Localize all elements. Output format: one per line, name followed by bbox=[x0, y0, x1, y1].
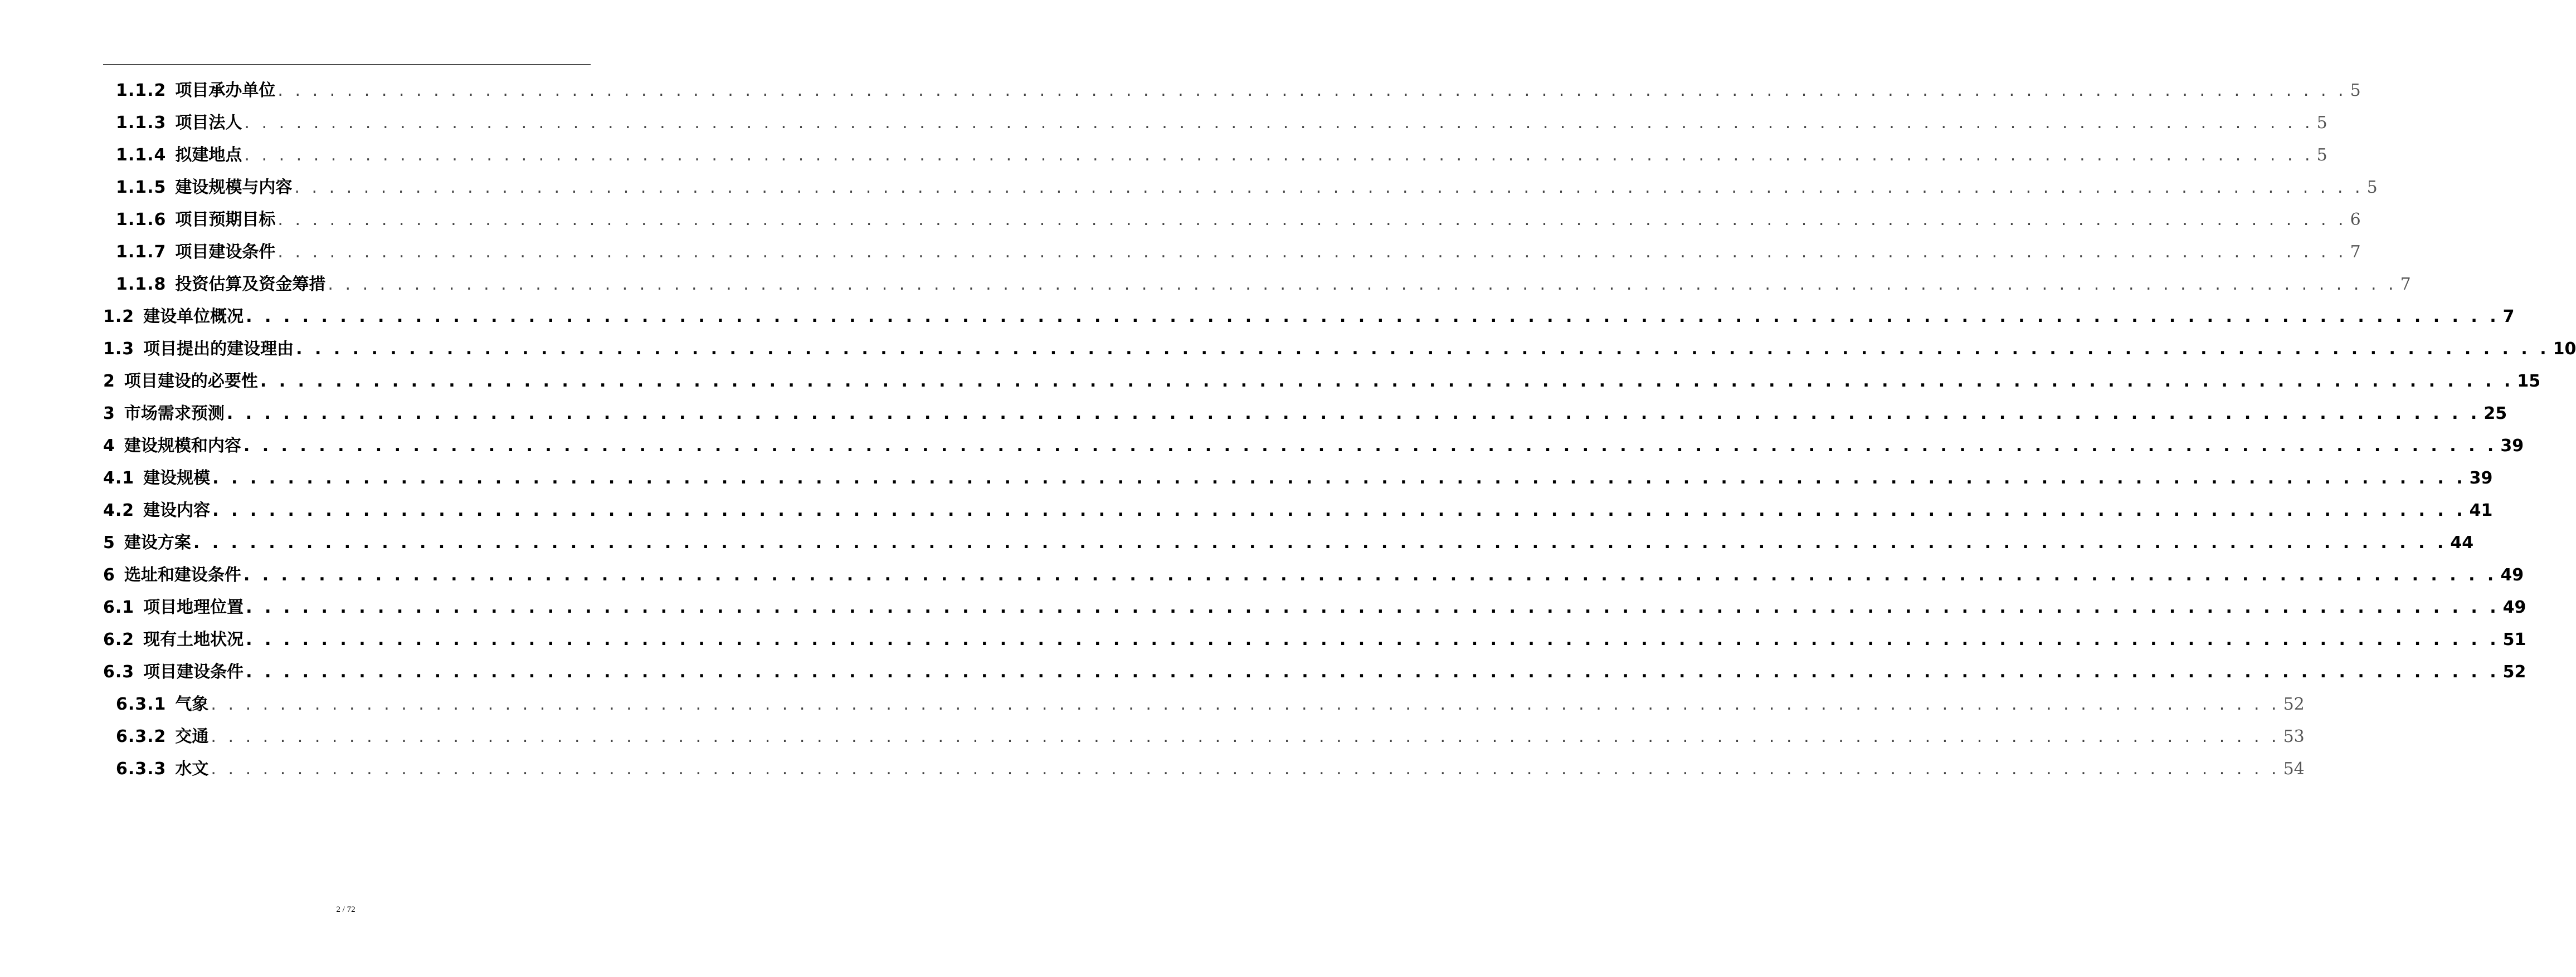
toc-entry-title: 市场需求预测 bbox=[124, 404, 225, 423]
toc-entry-page-number: 7 bbox=[2350, 242, 2361, 262]
toc-entry-title: 投资估算及资金筹措 bbox=[175, 275, 326, 294]
toc-entry[interactable] bbox=[103, 337, 2576, 362]
toc-entry-number: 6.3 bbox=[103, 662, 135, 682]
toc-dot-leader: . . . . . . . . . . . . . . . . . . . . . . . . . . . . . . . . . . . . . . . . . . . . . . . . . . . . . . . . . . . . . . . . . . . . . . . . . . . . . . . . . . . . . . . . . . . . . . . . . . . . . . . . . . . . . . . . . . . . . . . . bbox=[243, 436, 2497, 456]
toc-entry-page-number: 52 bbox=[2283, 695, 2305, 714]
toc-dot-leader: . . . . . . . . . . . . . . . . . . . . . . . . . . . . . . . . . . . . . . . . . . . . . . . . . . . . . . . . . . . . . . . . . . . . . . . . . . . . . . . . . . . . . . . . . . . . . . . . . . . . . . . . . . . . . . . . . . . . . . . . bbox=[193, 533, 2447, 553]
toc-entry-title: 建设单位概况 bbox=[143, 307, 244, 326]
toc-entry[interactable] bbox=[116, 725, 2305, 749]
header-rule bbox=[103, 64, 591, 65]
toc-entry-number: 1.3 bbox=[103, 339, 135, 359]
toc-dot-leader: . . . . . . . . . . . . . . . . . . . . . . . . . . . . . . . . . . . . . . . . . . . . . . . . . . . . . . . . . . . . . . . . . . . . . . . . . . . . . . . . . . . . . . . . . . . . . . . . . . . . . . . . . . . . . . . . . . . . . . . . bbox=[277, 210, 2347, 229]
toc-dot-leader: . . . . . . . . . . . . . . . . . . . . . . . . . . . . . . . . . . . . . . . . . . . . . . . . . . . . . . . . . . . . . . . . . . . . . . . . . . . . . . . . . . . . . . . . . . . . . . . . . . . . . . . . . . . . . . . . . . . . . . . . bbox=[277, 81, 2347, 100]
toc-entry[interactable] bbox=[116, 175, 2378, 200]
toc-dot-leader: . . . . . . . . . . . . . . . . . . . . . . . . . . . . . . . . . . . . . . . . . . . . . . . . . . . . . . . . . . . . . . . . . . . . . . . . . . . . . . . . . . . . . . . . . . . . . . . . . . . . . . . . . . . . . . . . . . . . . . . . bbox=[212, 501, 2466, 520]
toc-entry-page-number: 10 bbox=[2553, 339, 2576, 359]
toc-entry-title: 项目地理位置 bbox=[143, 598, 244, 617]
toc-entry-title: 项目承办单位 bbox=[175, 81, 276, 100]
toc-entry-title: 项目建设条件 bbox=[143, 662, 244, 682]
toc-entry-title: 项目建设条件 bbox=[175, 242, 276, 262]
toc-entry-number: 1.1.4 bbox=[116, 145, 167, 165]
toc-dot-leader: . . . . . . . . . . . . . . . . . . . . . . . . . . . . . . . . . . . . . . . . . . . . . . . . . . . . . . . . . . . . . . . . . . . . . . . . . . . . . . . . . . . . . . . . . . . . . . . . . . . . . . . . . . . . . . . . . . . . . . . . bbox=[211, 695, 2280, 714]
toc-entry-number: 1.1.6 bbox=[116, 210, 167, 229]
toc-entry-page-number: 5 bbox=[2316, 113, 2327, 133]
toc-entry-number: 4.1 bbox=[103, 468, 135, 488]
toc-entry[interactable] bbox=[103, 369, 2541, 394]
toc-entry-title: 建设规模 bbox=[143, 468, 211, 488]
toc-entry-number: 6.3.3 bbox=[116, 759, 167, 779]
toc-entry-number: 4 bbox=[103, 436, 115, 456]
toc-entry-page-number: 5 bbox=[2316, 145, 2327, 165]
toc-entry-title: 水文 bbox=[175, 759, 209, 779]
toc-entry-page-number: 39 bbox=[2469, 468, 2493, 488]
toc-entry-number: 1.1.2 bbox=[116, 81, 167, 100]
toc-entry[interactable] bbox=[103, 595, 2526, 620]
toc-entry[interactable] bbox=[103, 434, 2524, 458]
toc-entry-title: 拟建地点 bbox=[175, 145, 242, 165]
toc-dot-leader: . . . . . . . . . . . . . . . . . . . . . . . . . . . . . . . . . . . . . . . . . . . . . . . . . . . . . . . . . . . . . . . . . . . . . . . . . . . . . . . . . . . . . . . . . . . . . . . . . . . . . . . . . . . . . . . . . . . . . . . . bbox=[246, 598, 2500, 617]
toc-entry-number: 4.2 bbox=[103, 501, 135, 520]
toc-dot-leader: . . . . . . . . . . . . . . . . . . . . . . . . . . . . . . . . . . . . . . . . . . . . . . . . . . . . . . . . . . . . . . . . . . . . . . . . . . . . . . . . . . . . . . . . . . . . . . . . . . . . . . . . . . . . . . . . . . . . . . . . bbox=[212, 468, 2466, 488]
toc-dot-leader: . . . . . . . . . . . . . . . . . . . . . . . . . . . . . . . . . . . . . . . . . . . . . . . . . . . . . . . . . . . . . . . . . . . . . . . . . . . . . . . . . . . . . . . . . . . . . . . . . . . . . . . . . . . . . . . . . . . . . . . . bbox=[246, 662, 2500, 682]
toc-entry[interactable] bbox=[103, 499, 2493, 523]
toc-entry-number: 6.3.1 bbox=[116, 695, 167, 714]
toc-entry-number: 6.2 bbox=[103, 630, 135, 649]
toc-dot-leader: . . . . . . . . . . . . . . . . . . . . . . . . . . . . . . . . . . . . . . . . . . . . . . . . . . . . . . . . . . . . . . . . . . . . . . . . . . . . . . . . . . . . . . . . . . . . . . . . . . . . . . . . . . . . . . . . . . . . . . . . bbox=[246, 307, 2500, 326]
toc-entry[interactable] bbox=[103, 660, 2526, 685]
toc-dot-leader: . . . . . . . . . . . . . . . . . . . . . . . . . . . . . . . . . . . . . . . . . . . . . . . . . . . . . . . . . . . . . . . . . . . . . . . . . . . . . . . . . . . . . . . . . . . . . . . . . . . . . . . . . . . . . . . . . . . . . . . . bbox=[244, 145, 2314, 165]
toc-entry-title: 建设内容 bbox=[143, 501, 211, 520]
toc-dot-leader: . . . . . . . . . . . . . . . . . . . . . . . . . . . . . . . . . . . . . . . . . . . . . . . . . . . . . . . . . . . . . . . . . . . . . . . . . . . . . . . . . . . . . . . . . . . . . . . . . . . . . . . . . . . . . . . . . . . . . . . . bbox=[243, 565, 2497, 585]
toc-entry-number: 6 bbox=[103, 565, 115, 585]
toc-entry-page-number: 15 bbox=[2517, 372, 2541, 391]
toc-entry-page-number: 52 bbox=[2502, 662, 2526, 682]
toc-entry-title: 项目建设的必要性 bbox=[124, 372, 258, 391]
toc-entry-number: 1.2 bbox=[103, 307, 135, 326]
toc-entry-title: 选址和建设条件 bbox=[124, 565, 241, 585]
toc-dot-leader: . . . . . . . . . . . . . . . . . . . . . . . . . . . . . . . . . . . . . . . . . . . . . . . . . . . . . . . . . . . . . . . . . . . . . . . . . . . . . . . . . . . . . . . . . . . . . . . . . . . . . . . . . . . . . . . . . . . . . . . . bbox=[211, 759, 2280, 779]
toc-entry-title: 建设规模和内容 bbox=[124, 436, 241, 456]
toc-entry-number: 1.1.3 bbox=[116, 113, 167, 133]
toc-dot-leader: . . . . . . . . . . . . . . . . . . . . . . . . . . . . . . . . . . . . . . . . . . . . . . . . . . . . . . . . . . . . . . . . . . . . . . . . . . . . . . . . . . . . . . . . . . . . . . . . . . . . . . . . . . . . . . . . . . . . . . . . bbox=[246, 630, 2500, 649]
toc-entry[interactable] bbox=[103, 305, 2515, 329]
toc-entry-page-number: 49 bbox=[2500, 565, 2524, 585]
toc-entry-title: 项目提出的建设理由 bbox=[143, 339, 294, 359]
toc-entry-page-number: 6 bbox=[2350, 210, 2361, 229]
toc-entry-page-number: 7 bbox=[2400, 275, 2411, 294]
toc-entry[interactable] bbox=[103, 531, 2474, 555]
toc-entry[interactable] bbox=[103, 466, 2493, 491]
toc-entry-number: 1.1.7 bbox=[116, 242, 167, 262]
toc-entry[interactable] bbox=[116, 272, 2411, 297]
toc-entry-title: 交通 bbox=[175, 727, 209, 746]
toc-entry[interactable] bbox=[103, 628, 2526, 652]
toc-entry[interactable] bbox=[116, 208, 2361, 232]
toc-entry-title: 气象 bbox=[175, 695, 209, 714]
toc-entry-page-number: 53 bbox=[2283, 727, 2305, 746]
toc-entry[interactable] bbox=[116, 757, 2305, 781]
toc-entry-page-number: 41 bbox=[2469, 501, 2493, 520]
toc-entry-number: 1.1.8 bbox=[116, 275, 167, 294]
toc-entry-title: 现有土地状况 bbox=[143, 630, 244, 649]
toc-dot-leader: . . . . . . . . . . . . . . . . . . . . . . . . . . . . . . . . . . . . . . . . . . . . . . . . . . . . . . . . . . . . . . . . . . . . . . . . . . . . . . . . . . . . . . . . . . . . . . . . . . . . . . . . . . . . . . . . . . . . . . . . bbox=[211, 727, 2280, 746]
toc-entry-page-number: 49 bbox=[2502, 598, 2526, 617]
toc-dot-leader: . . . . . . . . . . . . . . . . . . . . . . . . . . . . . . . . . . . . . . . . . . . . . . . . . . . . . . . . . . . . . . . . . . . . . . . . . . . . . . . . . . . . . . . . . . . . . . . . . . . . . . . . . . . . . . . . . . . . . . . . bbox=[226, 404, 2481, 423]
toc-entry-number: 6.1 bbox=[103, 598, 135, 617]
toc-dot-leader: . . . . . . . . . . . . . . . . . . . . . . . . . . . . . . . . . . . . . . . . . . . . . . . . . . . . . . . . . . . . . . . . . . . . . . . . . . . . . . . . . . . . . . . . . . . . . . . . . . . . . . . . . . . . . . . . . . . . . . . . bbox=[244, 113, 2314, 133]
toc-entry[interactable] bbox=[116, 79, 2361, 103]
toc-entry-page-number: 44 bbox=[2450, 533, 2474, 553]
toc-entry-number: 6.3.2 bbox=[116, 727, 167, 746]
toc-entry-number: 5 bbox=[103, 533, 115, 553]
toc-entry-title: 建设规模与内容 bbox=[175, 178, 293, 197]
toc-entry-number: 1.1.5 bbox=[116, 178, 167, 197]
toc-entry[interactable] bbox=[103, 402, 2507, 426]
toc-entry-page-number: 51 bbox=[2502, 630, 2526, 649]
toc-dot-leader: . . . . . . . . . . . . . . . . . . . . . . . . . . . . . . . . . . . . . . . . . . . . . . . . . . . . . . . . . . . . . . . . . . . . . . . . . . . . . . . . . . . . . . . . . . . . . . . . . . . . . . . . . . . . . . . . . . . . . . . . bbox=[277, 242, 2347, 262]
toc-entry[interactable] bbox=[116, 111, 2327, 135]
toc-entry-page-number: 54 bbox=[2283, 759, 2305, 779]
toc-entry-number: 3 bbox=[103, 404, 115, 423]
toc-dot-leader: . . . . . . . . . . . . . . . . . . . . . . . . . . . . . . . . . . . . . . . . . . . . . . . . . . . . . . . . . . . . . . . . . . . . . . . . . . . . . . . . . . . . . . . . . . . . . . . . . . . . . . . . . . . . . . . . . . . . . . . . bbox=[294, 178, 2364, 197]
toc-entry-title: 项目预期目标 bbox=[175, 210, 276, 229]
toc-dot-leader: . . . . . . . . . . . . . . . . . . . . . . . . . . . . . . . . . . . . . . . . . . . . . . . . . . . . . . . . . . . . . . . . . . . . . . . . . . . . . . . . . . . . . . . . . . . . . . . . . . . . . . . . . . . . . . . . . . . . . . . . bbox=[260, 372, 2514, 391]
toc-entry-page-number: 39 bbox=[2500, 436, 2524, 456]
toc-entry-number: 2 bbox=[103, 372, 115, 391]
toc-entry[interactable] bbox=[116, 240, 2361, 265]
toc-entry[interactable] bbox=[103, 563, 2524, 588]
toc-entry-title: 项目法人 bbox=[175, 113, 242, 133]
toc-dot-leader: . . . . . . . . . . . . . . . . . . . . . . . . . . . . . . . . . . . . . . . . . . . . . . . . . . . . . . . . . . . . . . . . . . . . . . . . . . . . . . . . . . . . . . . . . . . . . . . . . . . . . . . . . . . . . . . . . . . . . . . . bbox=[328, 275, 2397, 294]
page-number-footer: 2 / 72 bbox=[336, 905, 356, 914]
toc-entry-page-number: 5 bbox=[2366, 178, 2378, 197]
toc-entry-page-number: 25 bbox=[2484, 404, 2507, 423]
toc-entry[interactable] bbox=[116, 692, 2305, 717]
toc-entry-page-number: 7 bbox=[2502, 307, 2515, 326]
toc-dot-leader: . . . . . . . . . . . . . . . . . . . . . . . . . . . . . . . . . . . . . . . . . . . . . . . . . . . . . . . . . . . . . . . . . . . . . . . . . . . . . . . . . . . . . . . . . . . . . . . . . . . . . . . . . . . . . . . . . . . . . . . . bbox=[296, 339, 2550, 359]
toc-entry-page-number: 5 bbox=[2350, 81, 2361, 100]
toc-entry[interactable] bbox=[116, 143, 2327, 168]
toc-entry-title: 建设方案 bbox=[124, 533, 191, 553]
